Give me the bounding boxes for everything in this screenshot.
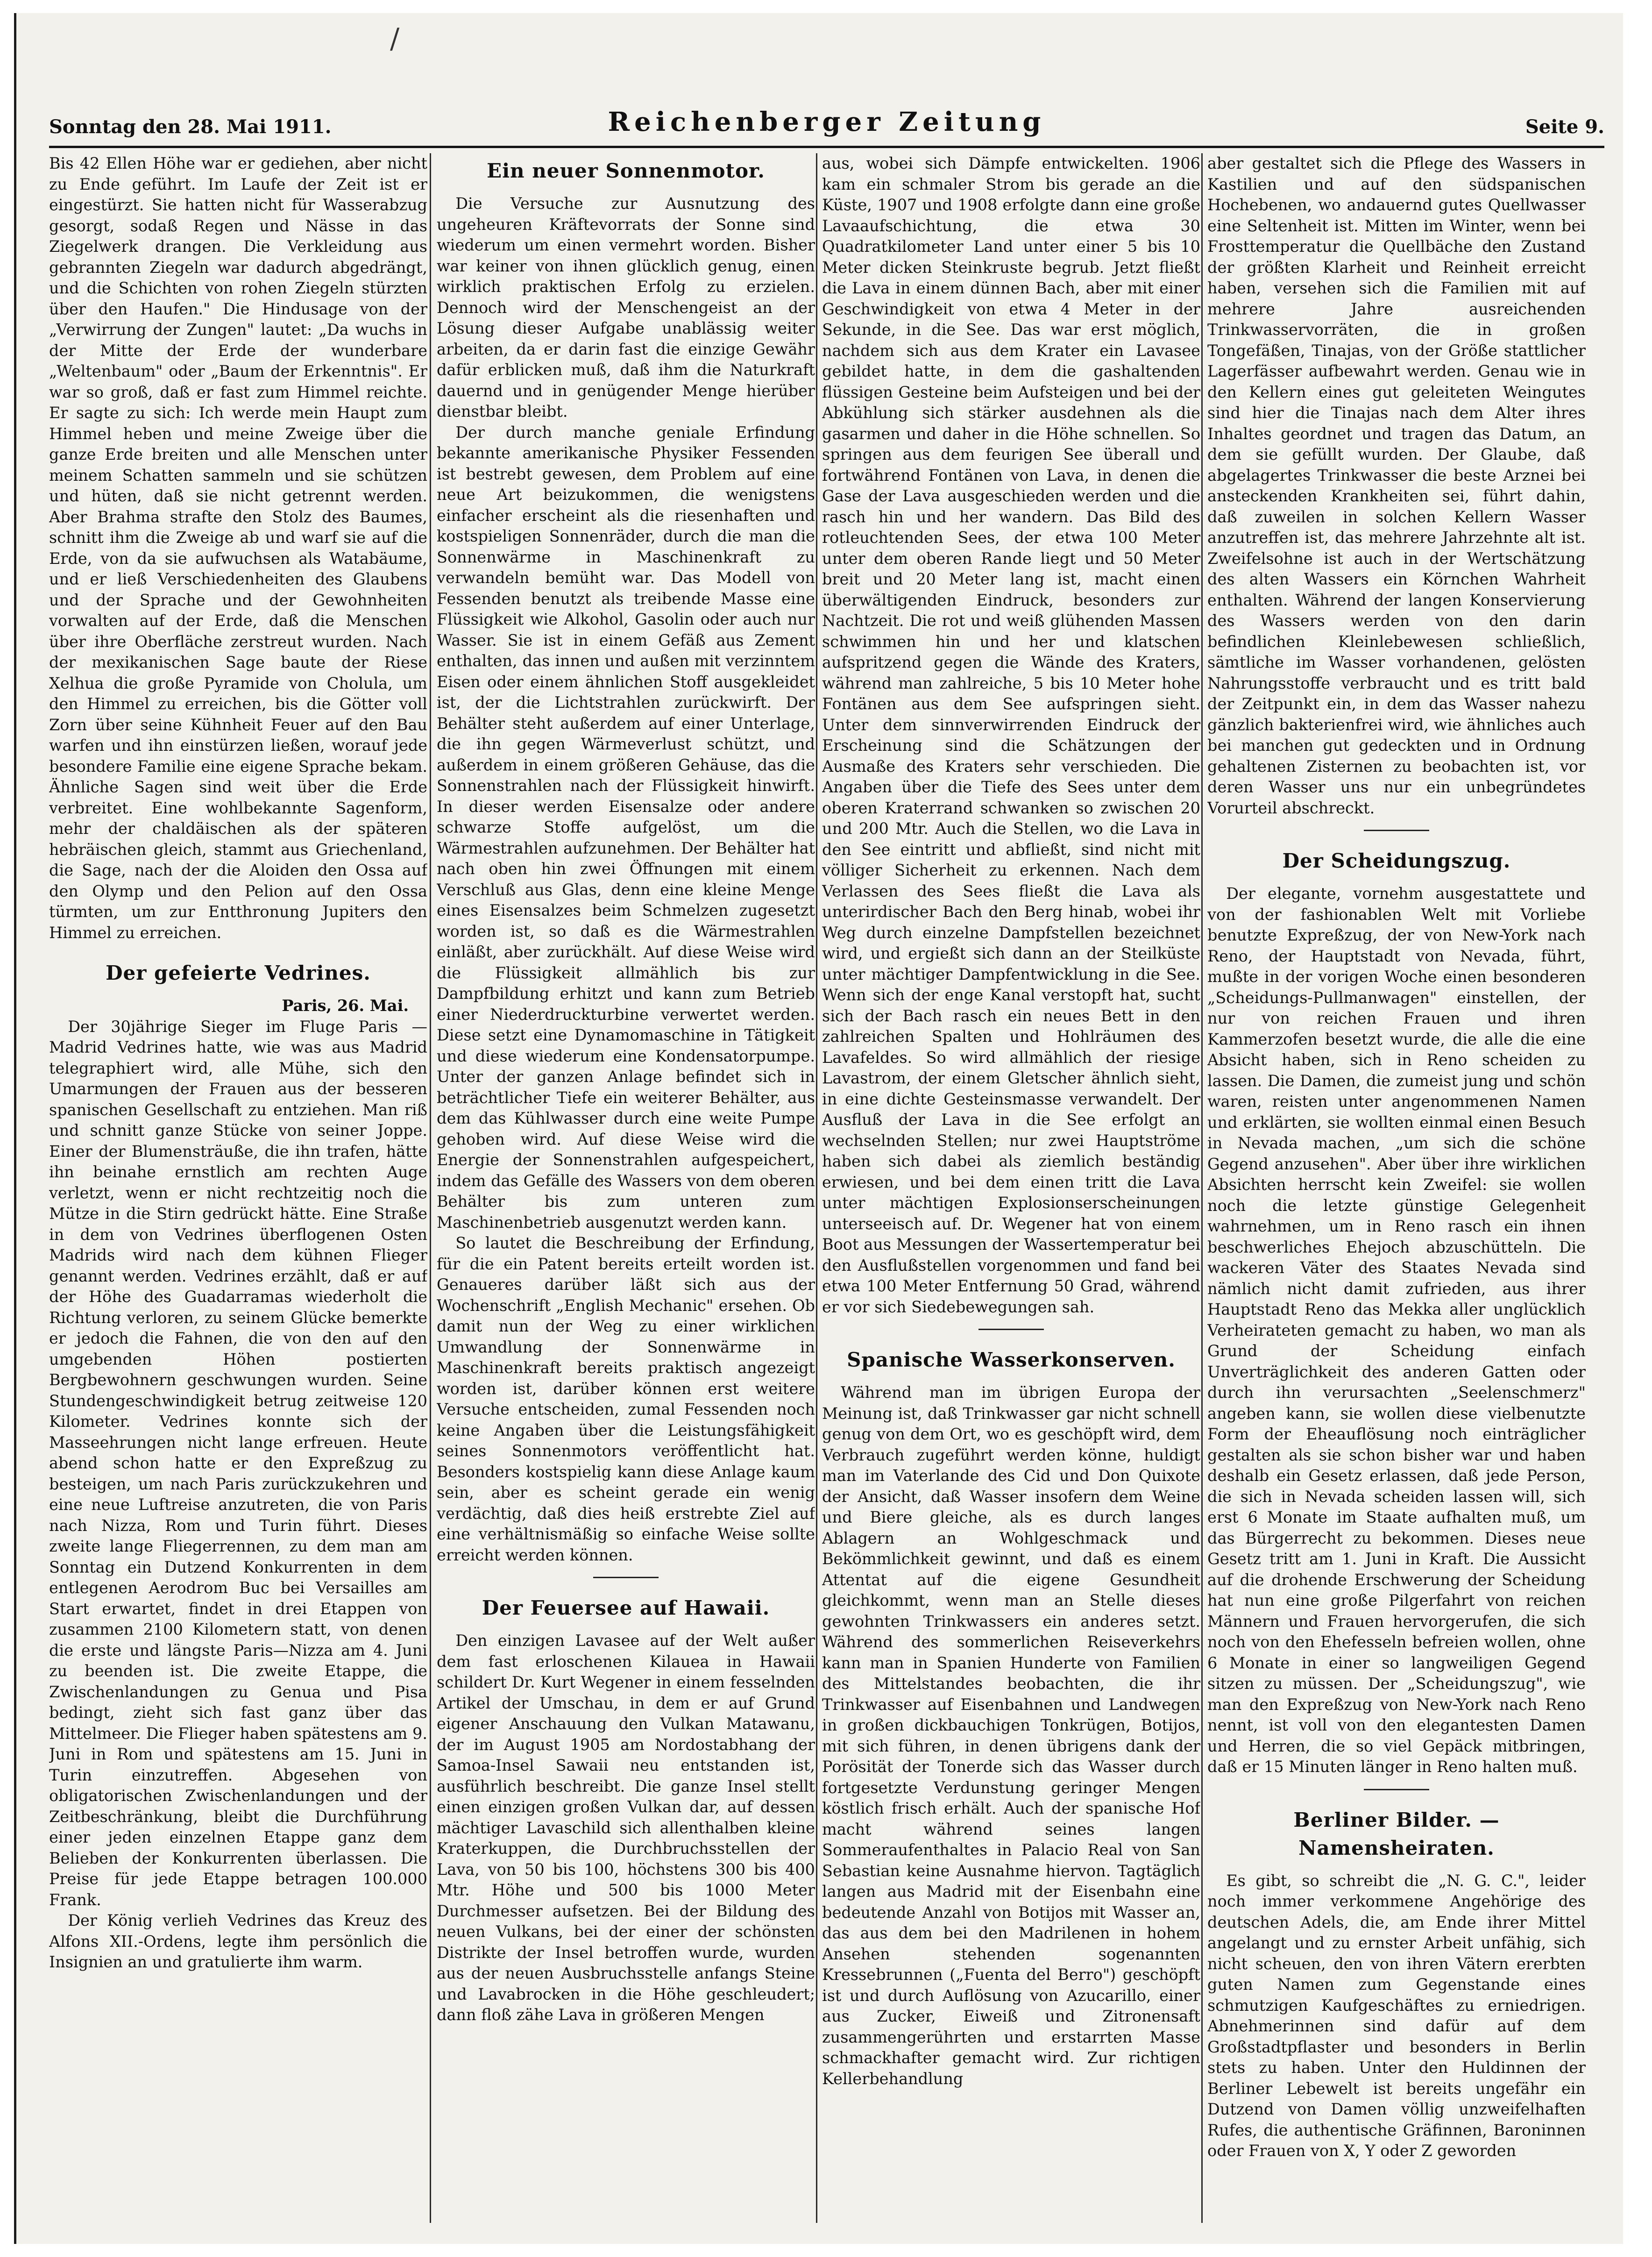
heading-vedrines: Der gefeierte Vedrines. xyxy=(106,961,371,984)
article-vedrines-paragraph: Der 30jährige Sieger im Fluge Paris —Madrid Vedrines hatte, wie was aus Madrid telegraphiert wird, alle Mühe, sich den Umarmungen der Frauen aus der besseren spanischen Gesellschaft zu entziehen. Man riß und schnitt ganze Stücke von seiner Joppe. Einer der Blumensträuße, die ihn trafen, hätte ihn beinahe ernstlich am rechten Auge verletzt, wenn er nicht rechtzeitig noch die Mütze in die Stirn gedrückt hätte. Eine Straße in dem von Vedrines überflogenen Osten Madrids wird nach dem kühnen Flieger genannt werden. Vedrines erzählt, daß er auf der Höhe des Guadarramas wiederholt die Richtung verloren, zu seinem Glücke bemerkte er jedoch die Fahnen, die von den auf den umgebenden Höhen postierten Bergbewohnern geschwungen wurden. Seine Stundengeschwindigkeit betrug zeitweise 120 Kilometer. Vedrines konnte sich der Masseehrungen nicht lange erfreuen. Heute abend schon hatte er den Expreßzug zu besteigen, um nach Paris zurückzukehren und eine neue Luftreise anzutreten, die von Paris nach Nizza, Rom und Turin führt. Dieses zweite lange Fliegerrennen, zu dem man am Sonntag ein Dutzend Konkurrenten in dem entlegenen Aerodrom Buc bei Versailles am Start erwartet, findet in drei Etappen von zusammen 2100 Kilometern statt, von denen die erste und längste Paris—Nizza am 4. Juni zu beenden ist. Die zweite Etappe, die Zwischenlandungen zu Genua und Pisa bedingt, zieht sich fast ganz über das Mittelmeer. Die Flieger haben spätestens am 9. Juni in Rom und spätestens am 15. Juni in Turin einzutreffen. Abgesehen von obligatorischen Zwischenlandungen und der Zeitbeschränkung, bleibt die Durchführung einer jeden einzelnen Etappe ganz dem Belieben der Konkurrenten überlassen. Die Preise für jede Etappe betragen 100.000 Frank. xyxy=(49,1017,427,1909)
masthead: Reichenberger Zeitung xyxy=(608,107,1046,137)
article-sonnenmotor-paragraph: Die Versuche zur Ausnutzung des ungeheuren Kräftevorrats der Sonne sind wiederum um einen vermehrt worden. Bisher war keiner von ihnen glücklich genug, einen wirklich praktischen Erfolg zu erzielen. Dennoch wird der Menschengeist an der Lösung dieser Aufgabe unablässig weiter arbeiten, da er darin fast die einzige Gewähr dafür erblicken muß, daß ihm die Naturkraft dauernd und in genügender Menge hierüber dienstbar bleibt. xyxy=(437,194,815,420)
column-divider xyxy=(1201,153,1203,2223)
article-scheidungszug-paragraph: Der elegante, vornehm ausgestattete und von der fashionablen Welt mit Vorliebe benutzte Expreßzug, der von New-York nach Reno, der Hauptstadt von Nevada, führt, mußte in der vorigen Woche einen besonderen „Scheidungs-Pullmanwagen" einstellen, der nur von reichen Frauen und ihren Kammerzofen besetzt wurde, die alle die eine Absicht haben, sich in Reno scheiden zu lassen. Die Damen, die zumeist jung und schön waren, reisten unter angenommenen Namen und erklärten, sie wollten einmal einen Besuch in Nevada machen, „um sich die schöne Gegend anzusehen". Aber über ihre wirklichen Absichten herrscht kein Zweifel: sie wollen noch die letzte günstige Gelegenheit wahrnehmen, um in Reno rasch ein ihnen beschwerliches Ehejoch abzuschütteln. Die wackeren Väter des Staates Nevada sind nämlich nicht damit zufrieden, aus ihrer Hauptstadt Reno das Mekka aller unglücklich Verheirateten gemacht zu haben, wo man als Grund der Scheidung einfach Unverträglichkeit des anderen Gatten oder durch ihn verursachten „Seelenschmerz" angeben kann, sie wollen diese vielbenutzte Form der Eheauflösung noch einträglicher gestalten als sie schon bisher war und haben deshalb ein Gesetz erlassen, daß jede Person, die sich in Nevada scheiden lassen will, sich erst 6 Monate im Staate aufhalten muß, um das Bürgerrecht zu bekommen. Dieses neue Gesetz tritt am 1. Juni in Kraft. Die Aussicht auf die drohende Erschwerung der Scheidung hat nun eine große Pilgerfahrt von reichen Männern und Frauen hervorgerufen, die sich noch von den Ehefesseln befreien wollen, ohne 6 Monate in einer so langweiligen Gegend sitzen zu müssen. Der „Scheidungszug", wie man den Expreßzug von New-York nach Reno nennt, ist voll von den elegantesten Damen und Herren, die so viel Gepäck mitbringen, daß er 15 Minuten länger in Reno halten muß. xyxy=(1207,884,1586,1776)
article-sonnenmotor-paragraph: Der durch manche geniale Erfindung bekannte amerikanische Physiker Fessenden ist bestrebt gewesen, dem Problem auf eine neue Art beizukommen, die wenigstens einfacher erscheint als die riesenhaften und kostspieligen Sonnenräder, durch die man die Sonnenwärme in Maschinenkraft zu verwandeln bemüht war. Das Modell von Fessenden benutzt als treibende Masse eine Flüssigkeit wie Alkohol, Gasolin oder auch nur Wasser. Sie ist in einem Gefäß aus Zement enthalten, das innen und außen mit verzinntem Eisen oder einem ähnlichen Stoff ausgekleidet ist, der die Lichtstrahlen zurückwirft. Der Behälter steht außerdem auf einer Unterlage, die ihn gegen Wärmeverlust schützt, und außerdem in einem größeren Gehäuse, das die Sonnenstrahlen nach der Flüssigkeit hinwirft. In dieser werden Eisensalze oder andere schwarze Stoffe aufgelöst, um die Wärmestrahlen aufzunehmen. Der Behälter hat nach oben hin zwei Öffnungen mit einem Verschluß aus Glas, denn eine kleine Menge eines Eisensalzes beim Schmelzen zugesetzt worden ist, so daß es die Wärmestrahlen einläßt, aber zurückhält. Auf diese Weise wird die Flüssigkeit allmählich bis zur Dampfbildung erhitzt und kann zum Betrieb einer Niederdruckturbine verwertet werden. Diese setzt eine Dynamomaschine in Tätigkeit und diese wiederum eine Kondensatorpumpe. Unter der ganzen Anlage befindet sich in beträchtlicher Tiefe ein weiterer Behälter, aus dem das Kühlwasser durch eine weite Pumpe gehoben wird. Auf diese Weise wird die Energie der Sonnenstrahlen aufgespeichert, indem das Gefälle des Wassers von dem oberen Behälter bis zum unteren zum Maschinenbetrieb ausgenutzt werden kann. xyxy=(437,423,815,1232)
article-sonnenmotor-paragraph: So lautet die Beschreibung der Erfindung, für die ein Patent bereits erteilt worden ist. Genaueres darüber läßt sich aus der Wochenschrift „English Mechanic" ersehen. Ob damit nun der Weg zu einer wirklichen Umwandlung der Sonnenwärme in Maschinenkraft bereits praktisch angezeigt worden ist, darüber können erst weitere Versuche entscheiden, zumal Fessenden noch keine Angaben über die Leistungsfähigkeit seines Sonnenmotors veröffentlicht hat. Besonders kostspielig kann diese Anlage kaum sein, aber es scheint gerade ein wenig verdächtig, daß dies heiß erstrebte Ziel auf eine verhältnismäßig so einfache Weise sollte erreicht werden können. xyxy=(437,1234,815,1564)
page-mark: / xyxy=(390,22,400,55)
heading-sonnenmotor: Ein neuer Sonnenmotor. xyxy=(487,159,765,182)
header-rule xyxy=(49,146,1604,148)
dateline-paris: Paris, 26. Mai. xyxy=(282,997,409,1015)
heading-feuersee: Der Feuersee auf Hawaii. xyxy=(482,1596,770,1619)
heading-wasserkonserven: Spanische Wasserkonserven. xyxy=(847,1348,1176,1371)
column-1 xyxy=(49,153,427,2228)
article-separator xyxy=(1364,1789,1429,1790)
article-feuersee-paragraph: Den einzigen Lavasee auf der Welt außer dem fast erloschenen Kilauea in Hawaii schildert Dr. Kurt Wegener in einem fesselnden Artikel der Umschau, in dem er auf Grund eigener Anschauung den Vulkan Matawanu, der im August 1905 am Nordostabhang der Samoa-Insel Sawaii neu entstanden ist, ausführlich beschreibt. Die ganze Insel stellt einen einzigen großen Vulkan dar, auf dessen mächtiger Lavaschild sich allenthalben kleine Kraterkuppen, die Durchbruchsstellen der Lava, von 50 bis 100, höchstens 300 bis 400 Mtr. Höhe und 500 bis 1000 Meter Durchmesser aufsetzen. Bei der Bildung des neuen Vulkans, bei der einer der schönsten Distrikte der Insel betroffen wurde, wurden aus der neuen Ausbruchsstelle anfangs Steine und Lavabrocken in die Höhe geschleudert; dann floß zähe Lava in größeren Mengen xyxy=(437,1631,815,2024)
column-divider xyxy=(430,153,431,2223)
article-vedrines-paragraph: Der König verlieh Vedrines das Kreuz des Alfons XII.-Ordens, legte ihm persönlich die Insignien an und gratulierte ihm warm. xyxy=(49,1911,427,1971)
article-wasserkonserven-continued: aber gestaltet sich die Pflege des Wassers in Kastilien und auf den südspanischen Hochebenen, wo andauernd gutes Quellwasser eine Seltenheit ist. Mitten im Winter, wenn bei Frosttemperatur die Quellbäche den Zustand der größten Klarheit und Reinheit erreicht haben, versehen sich die Familien mit auf mehrere Jahre ausreichenden Trinkwasservorräten, die in großen Tongefäßen, Tinajas, von der Größe stattlicher Lagerfässer aufbewahrt werden. Genau wie in den Kellern eines gut geleiteten Weingutes sind hier die Tinajas nach dem Alter ihres Inhaltes geordnet und tragen das Datum, an dem sie gefüllt wurden. Der Glaube, daß abgelagertes Trinkwasser die beste Arznei bei ansteckenden Krankheiten sei, führt dahin, daß zuweilen in solchen Kellern Wasser anzutreffen ist, das mehrere Jahrzehnte alt ist. Zweifelsohne ist auch in der Wertschätzung des alten Wassers ein Körnchen Wahrheit enthalten. Während der langen Konservierung des Wassers werden von den darin befindlichen Kleinlebewesen schließlich, sämtliche im Wasser vorhandenen, gelösten Nahrungsstoffe verbraucht und es tritt bald der Zeitpunkt ein, in dem das Wasser nahezu gänzlich bakterienfrei wird, wie ähnliches auch bei manchen gut gedeckten und in Ordnung gehaltenen Zisternen zu beobachten ist, vor deren Wasser uns nur ein unbegründetes Vorurteil abschreckt. xyxy=(1207,154,1586,817)
article-wasserkonserven-paragraph: Während man im übrigen Europa der Meinung ist, daß Trinkwasser gar nicht schnell genug von dem Ort, wo es geschöpft wird, dem Verbrauch zugeführt werden könne, huldigt man im Vaterlande des Cid und Don Quixote der Ansicht, daß Wasser insofern dem Weine und Biere gleiche, als es durch langes Ablagern an Wohlgeschmack und Bekömmlichkeit gewinnt, und daß es einem Attentat auf die eigene Gesundheit gleichkommt, wenn man an Stelle dieses gewohnten Trinkwassers ein anderes setzt. Während des sommerlichen Reiseverkehrs kann man in Spanien Hunderte von Familien des Mittelstandes beobachten, die ihr Trinkwasser auf Eisenbahnen und Landwegen in großen dickbauchigen Tonkrügen, Botijos, mit sich führen, in denen übrigens dank der Porösität der Tonerde sich das Wasser durch fortgesetzte Verdunstung geringer Mengen köstlich frisch erhält. Auch der spanische Hof macht während seines langen Sommeraufenthaltes in Palacio Real von San Sebastian keine Ausnahme hiervon. Tagtäglich langen aus Madrid mit der Eisenbahn eine bedeutende Anzahl von Botijos mit Wasser an, das aus dem bei den Madrilenen in hohem Ansehen stehenden sogenannten Kressebrunnen („Fuenta del Berro") geschöpft ist und durch Auflösung von Azucarillo, einer aus Zucker, Eiweiß und Zitronensaft zusammengerührten und erstarrten Masse schmackhafter gemacht wird. Zur richtigen Kellerbehandlung xyxy=(822,1383,1200,2088)
article-separator xyxy=(593,1577,659,1578)
article-separator xyxy=(978,1329,1044,1330)
column-divider xyxy=(816,153,817,2223)
article-berliner-bilder-paragraph: Es gibt, so schreibt die „N. G. C.", leider noch immer verkommene Angehörige des deutschen Adels, die, am Ende ihrer Mittel angelangt und zu ernster Arbeit unfähig, sich nicht scheuen, den von ihren Vätern ererbten guten Namen zum Gegenstande eines schmutzigen Kaufgeschäftes zu erniedrigen. Abnehmerinnen sind dafür auf dem Großstadtpflaster und besonders in Berlin stets zu haben. Unter den Huldinnen der Berliner Lebewelt ist bereits ungefähr ein Dutzend von Damen völlig unzweifelhaften Rufes, die authentische Gräfinnen, Baroninnen oder Frauen von X, Y oder Z geworden xyxy=(1207,1871,1586,2160)
heading-scheidungszug: Der Scheidungszug. xyxy=(1282,849,1511,872)
heading-berliner-bilder: Berliner Bilder. — Namensheiraten. xyxy=(1293,1808,1500,1859)
article-feuersee-continued: aus, wobei sich Dämpfe entwickelten. 1906 kam ein schmaler Strom bis gerade an die Küste, 1907 und 1908 erfolgte dann eine große Lavaaufschichtung, die etwa 30 Quadratkilometer Land unter einer 5 bis 10 Meter dicken Steinkruste begrub. Jetzt fließt die Lava in einem dünnen Bach, aber mit einer Geschwindigkeit von etwa 4 Meter in der Sekunde, in die See. Das war erst möglich, nachdem sich aus dem Krater ein Lavasee gebildet hatte, in dem die gashaltenden flüssigen Gesteine beim Aufsteigen und bei der Abkühlung sich stärker ausdehnen als die gasarmen und daher in die Höhe schnellen. So springen aus dem feurigen See überall und fortwährend Fontänen von Lava, in denen die Gase der Lava ausgeschieden werden und die rasch hin und her wandern. Das Bild des rotleuchtenden Sees, der etwa 100 Meter unter dem oberen Rande liegt und 50 Meter breit und 20 Meter lang ist, macht einen überwältigenden Eindruck, besonders zur Nachtzeit. Die rot und weiß glühenden Massen schwimmen hin und her und klatschen aufspritzend gegen die Wände des Kraters, während man zahlreiche, 5 bis 10 Meter hohe Fontänen aus dem See aufspringen sieht. Unter dem sinnverwirrenden Eindruck der Erscheinung sind die Schätzungen der Ausmaße des Kraters sehr verschieden. Die Angaben über die Tiefe des Sees unter dem oberen Kraterrand schwanken so zwischen 20 und 200 Mtr. Auch die Stellen, wo die Lava in den See eintritt und abfließt, sind nicht mit völliger Sicherheit zu erkennen. Nach dem Verlassen des Sees fließt die Lava als unterirdischer Bach den Berg hinab, wobei ihr Weg durch einzelne Dampfstellen bezeichnet wird, und ergießt sich dann an der Steilküste unter mächtiger Dampfentwicklung in die See. Wenn sich der enge Kanal verstopft hat, sucht sich der Bach rasch ein neues Bett in den zahlreichen Spalten und Hohlräumen des Lavafeldes. So wird allmählich der riesige Lavastrom, der einem Gletscher ähnlich sieht, in eine dichte Gesteinsmasse verwandelt. Der Ausfluß der Lava in die See erfolgt an wechselnden Stellen; nur zwei Hauptströme haben sich dabei als ziemlich beständig erwiesen, und bei dem einen tritt die Lava unter mächtigen Explosionserscheinungen unterseeisch auf. Dr. Wegener hat von einem Boot aus Messungen der Wassertemperatur bei den Ausflußstellen vorgenommen und fand bei etwa 100 Meter Entfernung 50 Grad, während er vor sich Siedebewegungen sah. xyxy=(822,154,1200,1316)
column-4 xyxy=(1207,153,1586,2228)
article-babel-continued: Bis 42 Ellen Höhe war er gediehen, aber nicht zu Ende geführt. Im Laufe der Zeit ist er eingestürzt. Sie hatten nicht für Wasserabzug gesorgt, sodaß Regen und Nässe in das Ziegelwerk drangen. Die Verkleidung aus gebrannten Ziegeln war dadurch abgedrängt, und die Schichten von rohen Ziegeln stürzten über den Haufen." Die Hindusage von der „Verwirrung der Zungen" lautet: „Da wuchs in der Mitte der Erde der wunderbare „Weltenbaum" oder „Baum der Erkenntnis". Er war so groß, daß er fast zum Himmel reichte. Er sagte zu sich: Ich werde mein Haupt zum Himmel heben und meine Zweige über die ganze Erde breiten und alle Menschen unter meinem Schatten sammeln und sie schützen und hüten, daß sie nicht getrennt werden. Aber Brahma strafte den Stolz des Baumes, schnitt ihm die Zweige ab und warf sie auf die Erde, von da sie aufwuchsen als Watabäume, und er ließ Verschiedenheiten des Glaubens und der Sprache und der Gewohnheiten vorwalten auf der Erde, daß die Menschen über ihre Oberfläche zerstreut wurden. Nach der mexikanischen Sage baute der Riese Xelhua die große Pyramide von Cholula, um den Himmel zu erreichen, bis die Götter voll Zorn über seine Kühnheit Feuer auf den Bau warfen und ihn einstürzen ließen, worauf jede besondere Familie eine eigene Sprache bekam. Ähnliche Sagen sind weit über die Erde verbreitet. Eine wohlbekannte Sagenform, mehr der chaldäischen als der späteren hebräischen gleich, stammt aus Griechenland, die Sage, nach der die Aloiden den Ossa auf den Olymp und den Pelion auf den Ossa türmten, um zur Entthronung Jupiters den Himmel zu erreichen. xyxy=(49,154,427,942)
page-number: Seite 9. xyxy=(1525,116,1604,138)
column-3 xyxy=(822,153,1200,2228)
article-separator xyxy=(1364,830,1429,831)
column-2 xyxy=(437,153,815,2228)
page-header xyxy=(49,107,1604,149)
issue-date: Sonntag den 28. Mai 1911. xyxy=(49,116,332,138)
newspaper-page xyxy=(14,13,1623,2244)
